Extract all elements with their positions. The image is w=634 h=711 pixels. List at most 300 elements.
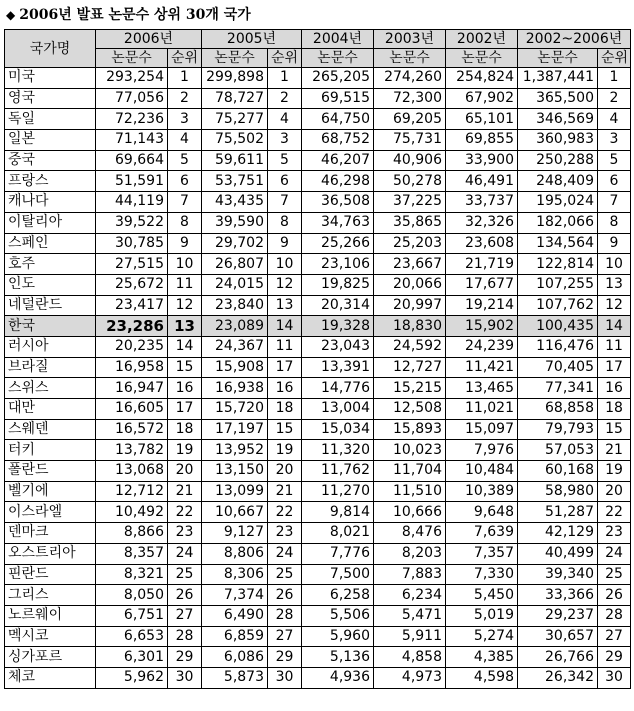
papers-2002-cell: 24,239 <box>446 336 518 357</box>
header-year-2005: 2005년 <box>202 30 302 49</box>
table-row <box>5 605 631 626</box>
header-year-2004: 2004년 <box>302 30 374 49</box>
rank-total-cell: 16 <box>598 378 631 399</box>
papers-2003-cell: 274,260 <box>374 68 446 89</box>
papers-2003-cell: 50,278 <box>374 171 446 192</box>
papers-2005-cell: 23,089 <box>202 316 268 337</box>
table-row <box>5 88 631 109</box>
header-year-2006: 2006년 <box>96 30 202 49</box>
papers-2004-cell: 7,500 <box>302 564 374 585</box>
papers-total-cell: 40,499 <box>518 543 598 564</box>
papers-2002-cell: 67,902 <box>446 88 518 109</box>
papers-2006-cell: 39,522 <box>96 212 168 233</box>
papers-2004-cell: 13,391 <box>302 357 374 378</box>
papers-2006-cell: 6,301 <box>96 647 168 668</box>
rank-2005-cell: 23 <box>268 523 302 544</box>
rank-2005-cell: 4 <box>268 109 302 130</box>
country-cell: 체코 <box>5 667 96 688</box>
country-cell: 벨기에 <box>5 481 96 502</box>
rank-2006-cell: 3 <box>168 109 202 130</box>
country-cell: 터키 <box>5 440 96 461</box>
rank-2005-cell: 25 <box>268 564 302 585</box>
papers-2004-cell: 25,266 <box>302 233 374 254</box>
rank-total-cell: 24 <box>598 543 631 564</box>
country-cell: 중국 <box>5 150 96 171</box>
table-row <box>5 523 631 544</box>
rank-total-cell: 22 <box>598 502 631 523</box>
rank-2005-cell: 13 <box>268 295 302 316</box>
table-row <box>5 212 631 233</box>
papers-2006-cell: 8,321 <box>96 564 168 585</box>
header-year-2003: 2003년 <box>374 30 446 49</box>
header-papers: 논문수 <box>96 49 168 68</box>
papers-total-cell: 33,366 <box>518 585 598 606</box>
rank-total-cell: 2 <box>598 88 631 109</box>
papers-2006-cell: 6,751 <box>96 605 168 626</box>
papers-total-cell: 77,341 <box>518 378 598 399</box>
papers-total-cell: 60,168 <box>518 461 598 482</box>
papers-total-cell: 100,435 <box>518 316 598 337</box>
table-row <box>5 502 631 523</box>
papers-2006-cell: 72,236 <box>96 109 168 130</box>
papers-2006-cell: 69,664 <box>96 150 168 171</box>
papers-2003-cell: 15,893 <box>374 419 446 440</box>
rank-2005-cell: 24 <box>268 543 302 564</box>
table-row <box>5 564 631 585</box>
rank-total-cell: 10 <box>598 254 631 275</box>
papers-total-cell: 250,288 <box>518 150 598 171</box>
papers-2005-cell: 53,751 <box>202 171 268 192</box>
papers-2002-cell: 17,677 <box>446 274 518 295</box>
papers-2003-cell: 72,300 <box>374 88 446 109</box>
rank-total-cell: 1 <box>598 68 631 89</box>
papers-2003-cell: 10,023 <box>374 440 446 461</box>
table-row <box>5 357 631 378</box>
rank-total-cell: 6 <box>598 171 631 192</box>
papers-2005-cell: 5,873 <box>202 667 268 688</box>
rank-total-cell: 27 <box>598 626 631 647</box>
rank-2005-cell: 7 <box>268 192 302 213</box>
papers-total-cell: 195,024 <box>518 192 598 213</box>
papers-2003-cell: 69,205 <box>374 109 446 130</box>
papers-total-cell: 122,814 <box>518 254 598 275</box>
papers-2003-cell: 7,883 <box>374 564 446 585</box>
country-cell: 이탈리아 <box>5 212 96 233</box>
table-row <box>5 254 631 275</box>
papers-2004-cell: 69,515 <box>302 88 374 109</box>
papers-total-cell: 58,980 <box>518 481 598 502</box>
papers-2006-cell: 20,235 <box>96 336 168 357</box>
country-cell: 호주 <box>5 254 96 275</box>
papers-2003-cell: 4,973 <box>374 667 446 688</box>
table-row <box>5 543 631 564</box>
table-row <box>5 481 631 502</box>
header-papers: 논문수 <box>202 49 268 68</box>
papers-2003-cell: 75,731 <box>374 130 446 151</box>
rank-2005-cell: 11 <box>268 336 302 357</box>
papers-2004-cell: 9,814 <box>302 502 374 523</box>
papers-2003-cell: 20,997 <box>374 295 446 316</box>
header-country: 국가명 <box>5 30 96 68</box>
papers-2006-cell: 5,962 <box>96 667 168 688</box>
papers-2002-cell: 65,101 <box>446 109 518 130</box>
table-row <box>5 233 631 254</box>
papers-2006-cell: 13,068 <box>96 461 168 482</box>
papers-2006-cell: 8,866 <box>96 523 168 544</box>
papers-2003-cell: 4,858 <box>374 647 446 668</box>
papers-2002-cell: 7,639 <box>446 523 518 544</box>
papers-2004-cell: 64,750 <box>302 109 374 130</box>
rank-total-cell: 3 <box>598 130 631 151</box>
papers-2006-cell: 293,254 <box>96 68 168 89</box>
papers-2004-cell: 6,258 <box>302 585 374 606</box>
rank-total-cell: 25 <box>598 564 631 585</box>
papers-2006-cell: 16,947 <box>96 378 168 399</box>
table-row <box>5 274 631 295</box>
country-cell: 폴란드 <box>5 461 96 482</box>
rank-2006-cell: 27 <box>168 605 202 626</box>
papers-2002-cell: 10,484 <box>446 461 518 482</box>
country-cell: 캐나다 <box>5 192 96 213</box>
papers-2006-cell: 8,357 <box>96 543 168 564</box>
papers-2004-cell: 19,328 <box>302 316 374 337</box>
papers-total-cell: 68,858 <box>518 399 598 420</box>
papers-total-cell: 107,255 <box>518 274 598 295</box>
papers-2005-cell: 6,490 <box>202 605 268 626</box>
papers-2002-cell: 4,385 <box>446 647 518 668</box>
table-row <box>5 68 631 89</box>
papers-total-cell: 42,129 <box>518 523 598 544</box>
papers-2003-cell: 12,727 <box>374 357 446 378</box>
country-cell: 대만 <box>5 399 96 420</box>
papers-2004-cell: 5,136 <box>302 647 374 668</box>
rank-total-cell: 12 <box>598 295 631 316</box>
rank-2006-cell: 22 <box>168 502 202 523</box>
rank-2005-cell: 1 <box>268 68 302 89</box>
rank-2006-cell: 26 <box>168 585 202 606</box>
papers-2005-cell: 13,150 <box>202 461 268 482</box>
rank-2005-cell: 10 <box>268 254 302 275</box>
table-row <box>5 378 631 399</box>
rank-2005-cell: 18 <box>268 399 302 420</box>
papers-2005-cell: 17,197 <box>202 419 268 440</box>
table-row <box>5 295 631 316</box>
rank-total-cell: 5 <box>598 150 631 171</box>
papers-total-cell: 360,983 <box>518 130 598 151</box>
rank-total-cell: 15 <box>598 419 631 440</box>
papers-2006-cell: 44,119 <box>96 192 168 213</box>
papers-total-cell: 346,569 <box>518 109 598 130</box>
rank-2006-cell: 10 <box>168 254 202 275</box>
papers-2006-cell: 16,572 <box>96 419 168 440</box>
rank-total-cell: 4 <box>598 109 631 130</box>
papers-2005-cell: 7,374 <box>202 585 268 606</box>
rank-2005-cell: 29 <box>268 647 302 668</box>
papers-2006-cell: 30,785 <box>96 233 168 254</box>
papers-2004-cell: 20,314 <box>302 295 374 316</box>
table-row <box>5 399 631 420</box>
papers-2002-cell: 46,491 <box>446 171 518 192</box>
rank-2006-cell: 25 <box>168 564 202 585</box>
papers-2003-cell: 10,666 <box>374 502 446 523</box>
papers-2006-cell: 6,653 <box>96 626 168 647</box>
papers-table <box>4 29 631 689</box>
papers-total-cell: 79,793 <box>518 419 598 440</box>
rank-total-cell: 23 <box>598 523 631 544</box>
papers-2005-cell: 9,127 <box>202 523 268 544</box>
papers-2002-cell: 5,450 <box>446 585 518 606</box>
rank-2005-cell: 21 <box>268 481 302 502</box>
rank-2005-cell: 9 <box>268 233 302 254</box>
table-row <box>5 109 631 130</box>
papers-2003-cell: 12,508 <box>374 399 446 420</box>
papers-total-cell: 57,053 <box>518 440 598 461</box>
table-body <box>5 68 631 689</box>
table-row <box>5 585 631 606</box>
papers-2006-cell: 77,056 <box>96 88 168 109</box>
rank-total-cell: 29 <box>598 647 631 668</box>
rank-2005-cell: 17 <box>268 357 302 378</box>
rank-2005-cell: 26 <box>268 585 302 606</box>
papers-2004-cell: 46,207 <box>302 150 374 171</box>
country-cell: 이스라엘 <box>5 502 96 523</box>
rank-total-cell: 14 <box>598 316 631 337</box>
rank-total-cell: 26 <box>598 585 631 606</box>
header-papers: 논문수 <box>446 49 518 68</box>
diamond-bullet-icon: ◆ <box>6 8 16 22</box>
papers-2005-cell: 13,099 <box>202 481 268 502</box>
papers-2002-cell: 69,855 <box>446 130 518 151</box>
papers-2005-cell: 29,702 <box>202 233 268 254</box>
rank-2006-cell: 4 <box>168 130 202 151</box>
papers-total-cell: 29,237 <box>518 605 598 626</box>
papers-2002-cell: 254,824 <box>446 68 518 89</box>
papers-2006-cell: 71,143 <box>96 130 168 151</box>
rank-2006-cell: 12 <box>168 295 202 316</box>
papers-2006-cell: 10,492 <box>96 502 168 523</box>
table-header <box>5 30 631 68</box>
rank-2006-cell: 18 <box>168 419 202 440</box>
papers-2004-cell: 15,034 <box>302 419 374 440</box>
papers-total-cell: 182,066 <box>518 212 598 233</box>
header-rank: 순위 <box>268 49 302 68</box>
country-cell: 그리스 <box>5 585 96 606</box>
country-cell: 러시아 <box>5 336 96 357</box>
papers-2006-cell: 16,605 <box>96 399 168 420</box>
rank-total-cell: 28 <box>598 605 631 626</box>
papers-2006-cell: 13,782 <box>96 440 168 461</box>
papers-2003-cell: 8,476 <box>374 523 446 544</box>
table-row <box>5 130 631 151</box>
rank-2005-cell: 27 <box>268 626 302 647</box>
rank-total-cell: 13 <box>598 274 631 295</box>
country-cell: 일본 <box>5 130 96 151</box>
papers-2006-cell: 25,672 <box>96 274 168 295</box>
rank-2006-cell: 15 <box>168 357 202 378</box>
country-cell: 인도 <box>5 274 96 295</box>
table-row <box>5 336 631 357</box>
papers-2004-cell: 4,936 <box>302 667 374 688</box>
rank-2005-cell: 14 <box>268 316 302 337</box>
country-cell: 핀란드 <box>5 564 96 585</box>
papers-2004-cell: 11,270 <box>302 481 374 502</box>
papers-2003-cell: 5,911 <box>374 626 446 647</box>
papers-2003-cell: 20,066 <box>374 274 446 295</box>
country-cell: 멕시코 <box>5 626 96 647</box>
rank-total-cell: 19 <box>598 461 631 482</box>
papers-total-cell: 26,342 <box>518 667 598 688</box>
rank-2006-cell: 1 <box>168 68 202 89</box>
papers-2002-cell: 5,274 <box>446 626 518 647</box>
papers-2002-cell: 15,097 <box>446 419 518 440</box>
table-row <box>5 150 631 171</box>
rank-2006-cell: 6 <box>168 171 202 192</box>
papers-2003-cell: 37,225 <box>374 192 446 213</box>
papers-2005-cell: 24,015 <box>202 274 268 295</box>
papers-2005-cell: 299,898 <box>202 68 268 89</box>
papers-2006-cell: 51,591 <box>96 171 168 192</box>
papers-2002-cell: 19,214 <box>446 295 518 316</box>
table-row <box>5 647 631 668</box>
papers-2003-cell: 11,704 <box>374 461 446 482</box>
papers-2005-cell: 15,908 <box>202 357 268 378</box>
title-text: 2006년 발표 논문수 상위 30개 국가 <box>19 7 251 23</box>
papers-2003-cell: 23,667 <box>374 254 446 275</box>
papers-2002-cell: 4,598 <box>446 667 518 688</box>
papers-2004-cell: 14,776 <box>302 378 374 399</box>
rank-2006-cell: 8 <box>168 212 202 233</box>
country-cell: 영국 <box>5 88 96 109</box>
rank-total-cell: 11 <box>598 336 631 357</box>
papers-2005-cell: 16,938 <box>202 378 268 399</box>
rank-2006-cell: 2 <box>168 88 202 109</box>
papers-2004-cell: 265,205 <box>302 68 374 89</box>
page-title <box>6 4 251 26</box>
papers-2004-cell: 23,043 <box>302 336 374 357</box>
papers-2003-cell: 5,471 <box>374 605 446 626</box>
header-papers: 논문수 <box>302 49 374 68</box>
papers-2005-cell: 78,727 <box>202 88 268 109</box>
country-cell: 한국 <box>5 316 96 337</box>
header-papers: 논문수 <box>518 49 598 68</box>
table-row <box>5 316 631 337</box>
papers-2004-cell: 36,508 <box>302 192 374 213</box>
rank-2006-cell: 21 <box>168 481 202 502</box>
papers-2006-cell: 8,050 <box>96 585 168 606</box>
papers-2002-cell: 10,389 <box>446 481 518 502</box>
table-row <box>5 626 631 647</box>
papers-2002-cell: 5,019 <box>446 605 518 626</box>
papers-2006-cell: 12,712 <box>96 481 168 502</box>
rank-2005-cell: 16 <box>268 378 302 399</box>
papers-2005-cell: 75,502 <box>202 130 268 151</box>
papers-2006-cell: 23,417 <box>96 295 168 316</box>
papers-total-cell: 70,405 <box>518 357 598 378</box>
papers-2005-cell: 75,277 <box>202 109 268 130</box>
rank-2005-cell: 2 <box>268 88 302 109</box>
papers-2005-cell: 8,306 <box>202 564 268 585</box>
rank-2005-cell: 22 <box>268 502 302 523</box>
country-cell: 스페인 <box>5 233 96 254</box>
papers-total-cell: 107,762 <box>518 295 598 316</box>
papers-2004-cell: 19,825 <box>302 274 374 295</box>
rank-2005-cell: 30 <box>268 667 302 688</box>
papers-total-cell: 248,409 <box>518 171 598 192</box>
country-cell: 스위스 <box>5 378 96 399</box>
header-year-2002: 2002년 <box>446 30 518 49</box>
rank-2006-cell: 29 <box>168 647 202 668</box>
papers-2003-cell: 25,203 <box>374 233 446 254</box>
country-cell: 노르웨이 <box>5 605 96 626</box>
rank-total-cell: 9 <box>598 233 631 254</box>
rank-2005-cell: 8 <box>268 212 302 233</box>
rank-2006-cell: 20 <box>168 461 202 482</box>
papers-2004-cell: 13,004 <box>302 399 374 420</box>
rank-2006-cell: 28 <box>168 626 202 647</box>
header-rank: 순위 <box>598 49 631 68</box>
rank-2006-cell: 17 <box>168 399 202 420</box>
header-rank: 순위 <box>168 49 202 68</box>
papers-2005-cell: 24,367 <box>202 336 268 357</box>
rank-total-cell: 18 <box>598 399 631 420</box>
papers-total-cell: 26,766 <box>518 647 598 668</box>
papers-2002-cell: 7,330 <box>446 564 518 585</box>
rank-2006-cell: 7 <box>168 192 202 213</box>
papers-total-cell: 134,564 <box>518 233 598 254</box>
country-cell: 네덜란드 <box>5 295 96 316</box>
country-cell: 독일 <box>5 109 96 130</box>
papers-2005-cell: 6,859 <box>202 626 268 647</box>
papers-2003-cell: 18,830 <box>374 316 446 337</box>
header-papers: 논문수 <box>374 49 446 68</box>
rank-2005-cell: 15 <box>268 419 302 440</box>
rank-2005-cell: 20 <box>268 461 302 482</box>
rank-2006-cell: 19 <box>168 440 202 461</box>
papers-2005-cell: 6,086 <box>202 647 268 668</box>
rank-total-cell: 21 <box>598 440 631 461</box>
table-row <box>5 667 631 688</box>
papers-2005-cell: 13,952 <box>202 440 268 461</box>
papers-2005-cell: 26,807 <box>202 254 268 275</box>
papers-2003-cell: 15,215 <box>374 378 446 399</box>
country-cell: 브라질 <box>5 357 96 378</box>
papers-total-cell: 39,340 <box>518 564 598 585</box>
papers-total-cell: 30,657 <box>518 626 598 647</box>
rank-total-cell: 30 <box>598 667 631 688</box>
papers-2002-cell: 32,326 <box>446 212 518 233</box>
papers-2003-cell: 24,592 <box>374 336 446 357</box>
papers-2002-cell: 33,900 <box>446 150 518 171</box>
table-row <box>5 461 631 482</box>
papers-2002-cell: 33,737 <box>446 192 518 213</box>
papers-2005-cell: 15,720 <box>202 399 268 420</box>
country-cell: 프랑스 <box>5 171 96 192</box>
papers-2004-cell: 23,106 <box>302 254 374 275</box>
rank-2006-cell: 24 <box>168 543 202 564</box>
papers-2002-cell: 9,648 <box>446 502 518 523</box>
papers-2004-cell: 5,960 <box>302 626 374 647</box>
papers-2003-cell: 8,203 <box>374 543 446 564</box>
table-row <box>5 419 631 440</box>
papers-2005-cell: 23,840 <box>202 295 268 316</box>
papers-2004-cell: 34,763 <box>302 212 374 233</box>
papers-total-cell: 116,476 <box>518 336 598 357</box>
papers-2004-cell: 11,320 <box>302 440 374 461</box>
rank-2005-cell: 19 <box>268 440 302 461</box>
rank-2006-cell: 13 <box>168 316 202 337</box>
header-year-total: 2002~2006년 <box>518 30 631 49</box>
country-cell: 미국 <box>5 68 96 89</box>
